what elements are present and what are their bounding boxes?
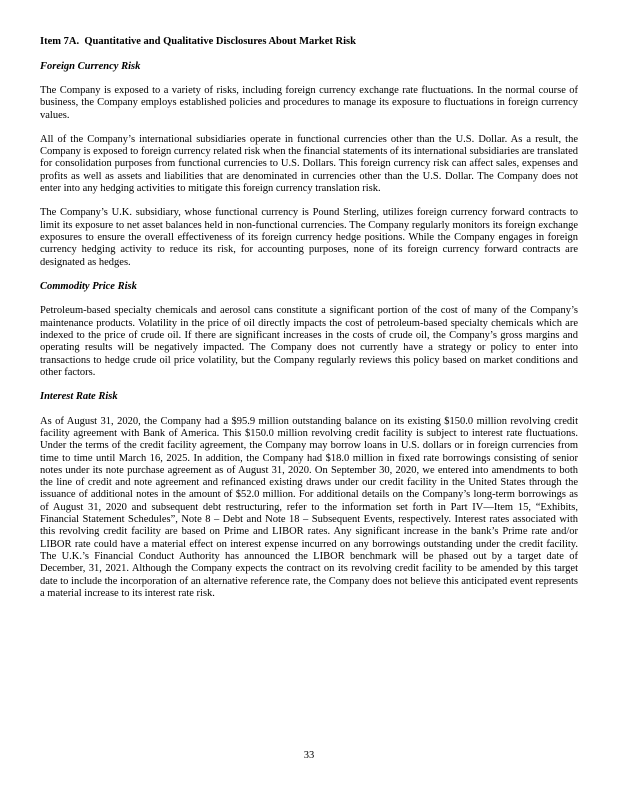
section-heading-interest-rate-risk: Interest Rate Risk — [40, 391, 118, 403]
section-heading-commodity-price-risk: Commodity Price Risk — [40, 280, 137, 292]
paragraph: As of August 31, 2020, the Company had a $95.9 million outstanding balance on its existing $150.0 million revolving credit facility agreement with Bank of America. This $150.0 million revolving credit facility is subject to interest rate fluctuations. Under the terms of the credit facility agreement, the Company may borrow loans in U.S. dollars or in foreign currencies from time to time until March 16, 2025. In addition, the Company had $18.0 million in fixed rate borrowings consisting of senior notes under its note purchase agreement as of August 31, 2020. On September 30, 2020, we entered into amendments to both the line of credit and note agreement and refinanced existing draws under our credit facility in the United States through the issuance of additional notes in the amount of $52.0 million. For additional details on the Company’s long-term borrowings as of August 31, 2020 and subsequent debt restructuring, refer to the information set forth in Part IV—Item 15, “Exhibits, Financial Statement Schedules”, Note 8 – Debt and Note 18 – Subsequent Events, respectively. Interest rates associated with this revolving credit facility are based on Prime and LIBOR rates. Any significant increase in the bank’s Prime rate and/or LIBOR rate could have a material effect on interest expense incurred on any borrowings outstanding under the credit facility. The U.K.’s Financial Conduct Authority has announced the LIBOR benchmark will be phased out by a target date of December, 31, 2021. Although the Company expects the contract on its revolving credit facility to be amended by this target date to include the incorporation of an alternative reference rate, the Company does not believe this anticipated event represents a material increase to its interest rate risk. — [40, 415, 578, 599]
paragraph: The Company is exposed to a variety of risks, including foreign currency exchange rate fluctuations. In the normal course of business, the Company employs established policies and procedures to manage its exposure to fluctuations in foreign currency values. — [40, 85, 578, 121]
document-title: Item 7A. Quantitative and Qualitative Disclosures About Market Risk — [40, 36, 356, 47]
paragraph: Petroleum-based specialty chemicals and aerosol cans constitute a significant portion of the cost of many of the Company’s maintenance products. Volatility in the price of oil directly impacts the cost of petroleum-based specialty chemicals which are indexed to the price of crude oil. If there are significant increases in the costs of crude oil, the Company’s gross margins and operating results will be negatively impacted. The Company does not currently have a strategy or policy to enter into transactions to hedge crude oil price volatility, but the Company regularly reviews this policy based on market conditions and other factors. — [40, 305, 578, 378]
section-heading-foreign-currency-risk: Foreign Currency Risk — [40, 60, 141, 72]
paragraph: The Company’s U.K. subsidiary, whose functional currency is Pound Sterling, utilizes foreign currency forward contracts to limit its exposure to net asset balances held in non-functional currencies. The Company regularly monitors its foreign exchange exposures to ensure the overall effectiveness of its foreign currency hedge positions. While the Company engages in foreign currency hedging activity to reduce its risk, for accounting purposes, none of its foreign currency forward contracts are designated as hedges. — [40, 207, 578, 268]
paragraph: All of the Company’s international subsidiaries operate in functional currencies other than the U.S. Dollar. As a result, the Company is exposed to foreign currency related risk when the financial statements of its international subsidiaries are translated for consolidation purposes from functional currencies to U.S. Dollars. This foreign currency risk can affect sales, expenses and profits as well as assets and liabilities that are denominated in currencies other than the U.S. Dollar. The Company does not enter into any hedging activities to mitigate this foreign currency translation risk. — [40, 133, 578, 195]
page-number: 33 — [303, 750, 315, 761]
